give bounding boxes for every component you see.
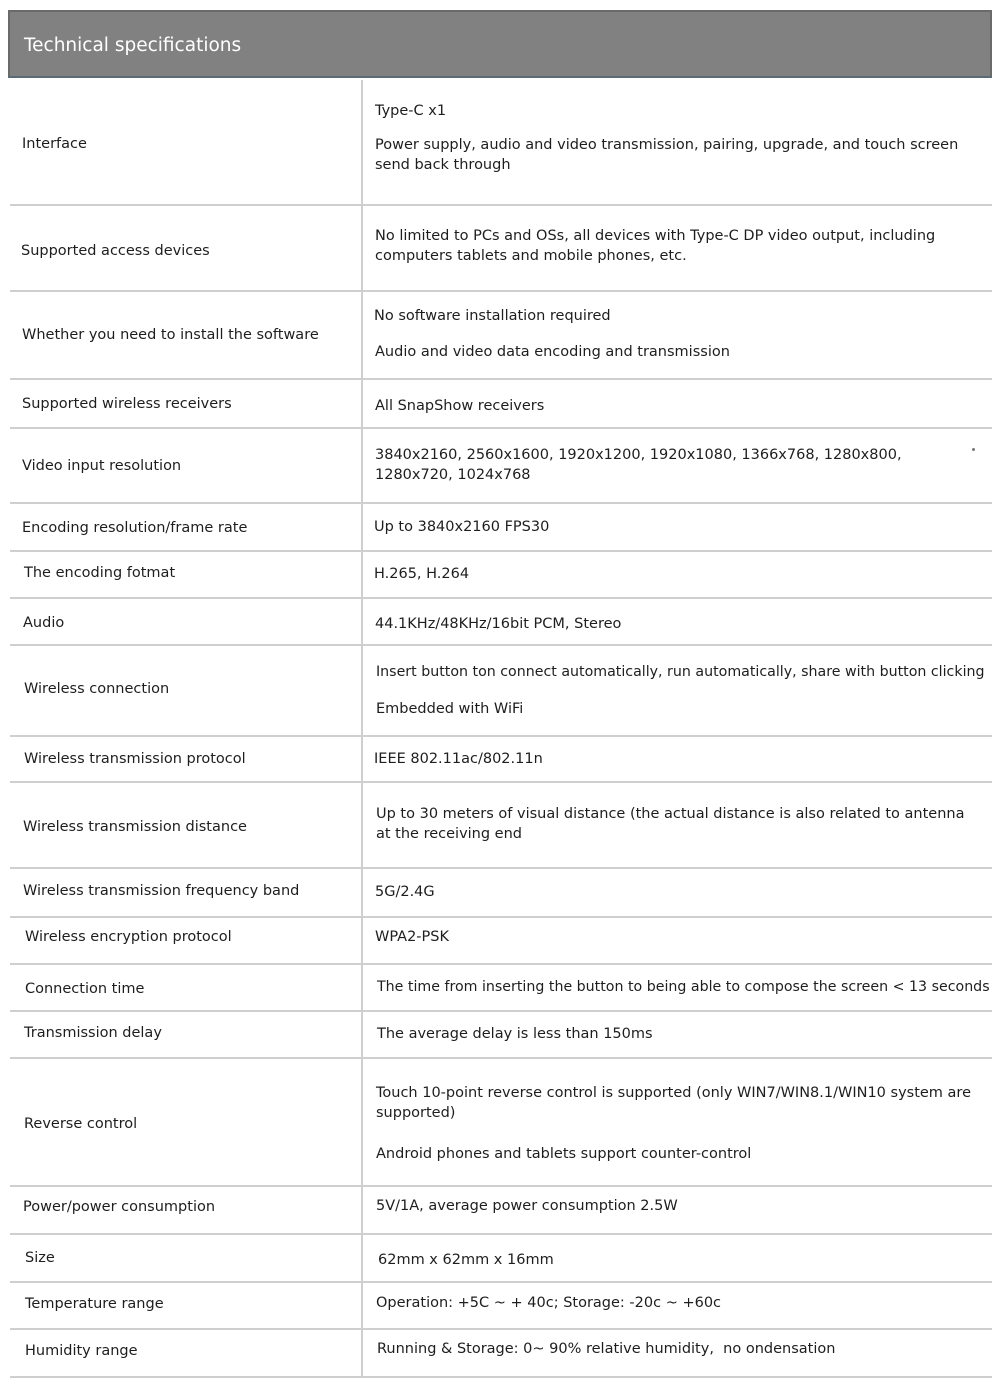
row-label: Wireless connection [24, 681, 170, 697]
row-label: Audio [23, 615, 65, 631]
row-divider [10, 204, 992, 206]
row-label: Wireless transmission distance [23, 819, 247, 835]
row-value: 5G/2.4G [375, 884, 435, 900]
row-label: Whether you need to install the software [22, 327, 319, 343]
row-divider [10, 644, 992, 646]
row-value: Power supply, audio and video transmission, pairing, upgrade, and touch screen send back through [375, 137, 959, 173]
row-label: Wireless transmission frequency band [23, 883, 300, 899]
row-divider [10, 1328, 992, 1330]
row-divider [10, 963, 992, 965]
row-value: 3840x2160, 2560x1600, 1920x1200, 1920x1080, 1366x768, 1280x800, 1280x720, 1024x768 [375, 447, 902, 483]
row-divider [10, 1010, 992, 1012]
row-label: Wireless transmission protocol [24, 751, 246, 767]
row-divider [10, 781, 992, 783]
row-label: Supported access devices [21, 243, 210, 259]
row-label: Connection time [25, 981, 145, 997]
row-divider [10, 378, 992, 380]
row-value: 5V/1A, average power consumption 2.5W [376, 1198, 678, 1214]
row-divider [10, 502, 992, 504]
row-label: Supported wireless receivers [22, 396, 232, 412]
row-divider [10, 1281, 992, 1283]
row-value: Audio and video data encoding and transmission [375, 344, 730, 360]
column-divider [361, 80, 363, 1378]
row-label: Encoding resolution/frame rate [22, 520, 248, 536]
row-value: 44.1KHz/48KHz/16bit PCM, Stereo [375, 616, 622, 632]
row-value: WPA2-PSK [375, 929, 449, 945]
row-divider [10, 735, 992, 737]
row-divider [10, 1185, 992, 1187]
stray-dot [972, 448, 975, 451]
row-value: All SnapShow receivers [375, 398, 545, 414]
row-divider [10, 1057, 992, 1059]
row-value: Type-C x1 [375, 103, 447, 119]
row-value: Up to 30 meters of visual distance (the actual distance is also related to antenna at the receiving end [376, 806, 965, 842]
row-value: No limited to PCs and OSs, all devices with Type-C DP video output, including computers tablets and mobile phones, etc. [375, 228, 936, 264]
row-value: Insert button ton connect automatically, run automatically, share with button clicking [376, 664, 985, 680]
row-label: Reverse control [24, 1116, 138, 1132]
row-value: Touch 10-point reverse control is supported (only WIN7/WIN8.1/WIN10 system are supported) [376, 1085, 971, 1121]
row-label: Transmission delay [24, 1025, 162, 1041]
row-divider [10, 916, 992, 918]
row-divider [10, 427, 992, 429]
row-label: Temperature range [25, 1296, 164, 1312]
row-divider [10, 290, 992, 292]
row-value: Up to 3840x2160 FPS30 [374, 519, 550, 535]
row-value: Android phones and tablets support counter-control [376, 1146, 752, 1162]
row-divider [10, 867, 992, 869]
row-label: Wireless encryption protocol [25, 929, 232, 945]
row-label: Size [25, 1250, 55, 1266]
row-value: The average delay is less than 150ms [377, 1026, 653, 1042]
row-label: Power/power consumption [23, 1199, 216, 1215]
row-label: Video input resolution [22, 458, 182, 474]
spec-header [8, 10, 992, 78]
row-value: 62mm x 62mm x 16mm [378, 1252, 554, 1268]
row-divider [10, 1233, 992, 1235]
row-divider [10, 597, 992, 599]
row-divider [10, 550, 992, 552]
row-label: Interface [22, 136, 87, 152]
row-value: The time from inserting the button to being able to compose the screen < 13 seconds [377, 979, 990, 995]
row-divider [10, 1376, 992, 1378]
row-label: Humidity range [25, 1343, 138, 1359]
row-value: Operation: +5C ~ + 40c; Storage: -20c ~ +60c [376, 1295, 722, 1311]
row-value: H.265, H.264 [374, 566, 470, 582]
row-value: No software installation required [374, 308, 611, 324]
row-value: IEEE 802.11ac/802.11n [374, 751, 543, 767]
row-label: The encoding fotmat [24, 565, 176, 581]
row-value: Running & Storage: 0~ 90% relative humidity, no ondensation [377, 1341, 836, 1357]
page-title: Technical specifications [24, 35, 242, 56]
row-value: Embedded with WiFi [376, 701, 524, 717]
